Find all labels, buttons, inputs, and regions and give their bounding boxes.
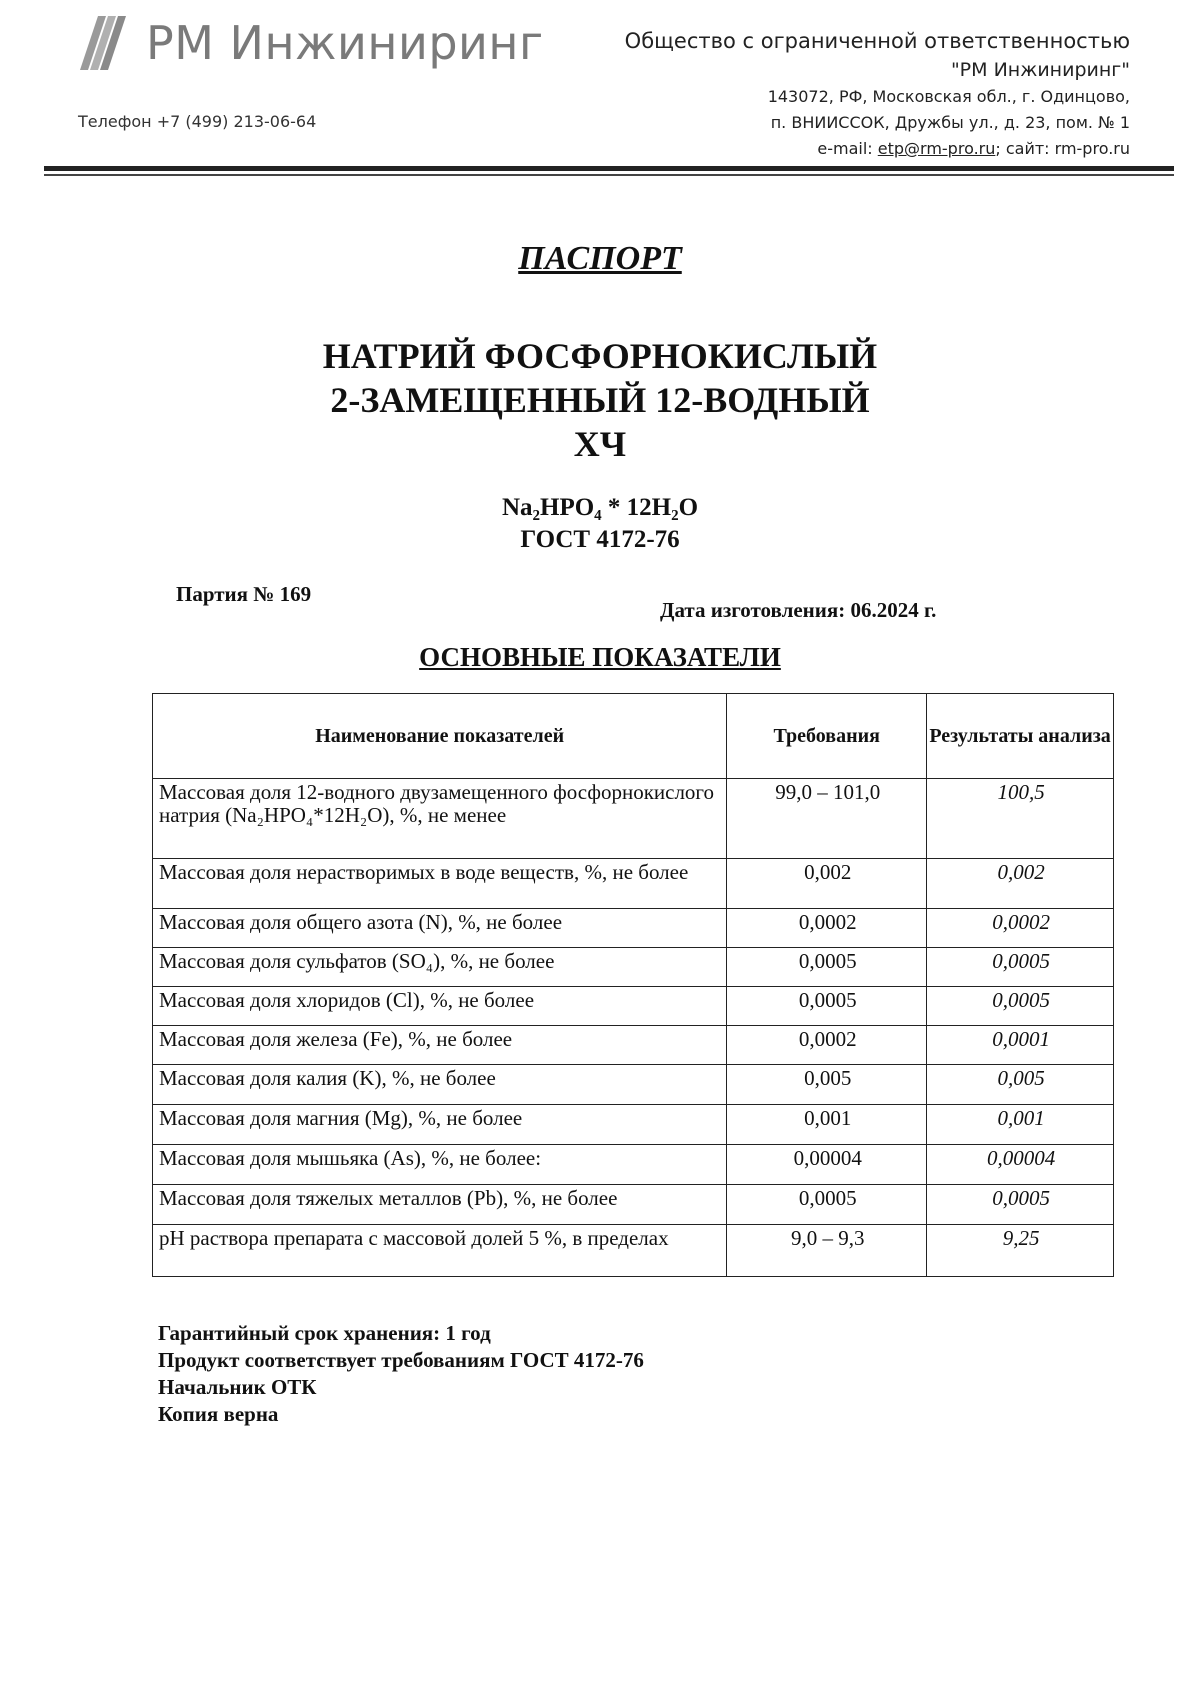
indicator-name: Массовая доля мышьяка (As), %, не более: — [153, 1145, 727, 1185]
indicator-name: Массовая доля железа (Fe), %, не более — [153, 1026, 727, 1065]
company-address-line1: 143072, РФ, Московская обл., г. Одинцово, — [767, 87, 1130, 106]
requirement-value: 0,0005 — [727, 1185, 927, 1225]
header-divider-thin — [44, 174, 1174, 176]
company-name: "РМ Инжиниринг" — [950, 59, 1130, 81]
table-row — [153, 1026, 1114, 1065]
indicator-name: Массовая доля хлоридов (Cl), %, не более — [153, 987, 727, 1026]
indicator-name: Массовая доля сульфатов (SO₄), %, не более — [153, 948, 727, 987]
qc-head: Начальник ОТК — [158, 1375, 317, 1399]
table-row — [153, 948, 1114, 987]
product-name — [0, 334, 1200, 466]
email-link[interactable]: etp@rm-pro.ru — [877, 139, 996, 158]
requirement-value: 0,005 — [727, 1065, 927, 1105]
result-value: 0,0001 — [927, 1026, 1114, 1065]
requirement-value: 99,0 – 101,0 — [727, 779, 927, 859]
company-contacts — [625, 136, 1130, 162]
result-value: 0,002 — [927, 859, 1114, 909]
indicator-name: Массовая доля калия (K), %, не более — [153, 1065, 727, 1105]
table-row — [153, 909, 1114, 948]
table-row — [153, 1225, 1114, 1277]
result-value: 0,0005 — [927, 987, 1114, 1026]
indicator-name: Массовая доля нерастворимых в воде веществ, %, не более — [153, 859, 727, 909]
logo-mark-icon — [78, 12, 140, 74]
company-address-line2: п. ВНИИССОК, Дружбы ул., д. 23, пом. № 1 — [770, 113, 1130, 132]
indicator-name: Массовая доля 12-водного двузамещенного фосфорнокислого натрия (Na₂HPO₄*12H₂O), %, не менее — [153, 779, 727, 859]
indicator-name: Массовая доля тяжелых металлов (Pb), %, не более — [153, 1185, 727, 1225]
product-grade: ХЧ — [573, 424, 627, 464]
table-row — [153, 1185, 1114, 1225]
indicator-name: Массовая доля общего азота (N), %, не более — [153, 909, 727, 948]
requirement-value: 0,0002 — [727, 1026, 927, 1065]
standard-ref: ГОСТ 4172-76 — [520, 526, 680, 553]
logo-text: РМ Инжиниринг — [146, 16, 544, 70]
table-row — [153, 1145, 1114, 1185]
requirement-value: 0,001 — [727, 1105, 927, 1145]
result-value: 0,0002 — [927, 909, 1114, 948]
chemical-formula: Na₂HPO₄ * 12H₂O — [501, 494, 699, 521]
result-value: 0,00004 — [927, 1145, 1114, 1185]
manufacture-date: Дата изготовления: 06.2024 г. — [660, 598, 937, 622]
formula-block — [0, 492, 1200, 556]
requirement-value: 0,0005 — [727, 948, 927, 987]
compliance-statement: Продукт соответствует требованиям ГОСТ 4172-76 — [158, 1348, 644, 1372]
copy-certified: Копия верна — [158, 1402, 279, 1426]
table-row — [153, 987, 1114, 1026]
document-footer — [158, 1320, 644, 1428]
company-phone: Телефон +7 (499) 213-06-64 — [78, 112, 317, 131]
header-results: Результаты анализа — [927, 694, 1114, 779]
result-value: 0,001 — [927, 1105, 1114, 1145]
header-divider — [44, 166, 1174, 171]
result-value: 0,0005 — [927, 1185, 1114, 1225]
product-name-line2: 2-ЗАМЕЩЕННЫЙ 12-ВОДНЫЙ — [330, 380, 870, 420]
indicator-name: pH раствора препарата с массовой долей 5 %, в пределах — [153, 1225, 727, 1277]
company-info — [625, 26, 1130, 162]
header-name: Наименование показателей — [153, 694, 727, 779]
site-text: ; сайт: rm-pro.ru — [995, 139, 1130, 158]
shelf-life: Гарантийный срок хранения: 1 год — [158, 1321, 491, 1345]
requirement-value: 0,0002 — [727, 909, 927, 948]
indicator-name: Массовая доля магния (Mg), %, не более — [153, 1105, 727, 1145]
table-row — [153, 779, 1114, 859]
document-type: ПАСПОРТ — [518, 240, 682, 277]
header-requirements: Требования — [727, 694, 927, 779]
table-row — [153, 859, 1114, 909]
product-name-line1: НАТРИЙ ФОСФОРНОКИСЛЫЙ — [322, 336, 878, 376]
company-logo — [78, 8, 544, 78]
result-value: 0,0005 — [927, 948, 1114, 987]
table-row — [153, 1065, 1114, 1105]
table-header-row — [153, 694, 1114, 779]
section-title: ОСНОВНЫЕ ПОКАЗАТЕЛИ — [419, 642, 781, 672]
result-value: 100,5 — [927, 779, 1114, 859]
table-row — [153, 1105, 1114, 1145]
batch-number: Партия № 169 — [176, 582, 312, 606]
email-label: e-mail: — [817, 139, 878, 158]
requirement-value: 0,0005 — [727, 987, 927, 1026]
result-value: 9,25 — [927, 1225, 1114, 1277]
requirement-value: 0,00004 — [727, 1145, 927, 1185]
requirement-value: 9,0 – 9,3 — [727, 1225, 927, 1277]
company-legal-form: Общество с ограниченной ответственностью — [624, 29, 1130, 53]
result-value: 0,005 — [927, 1065, 1114, 1105]
specification-table — [152, 693, 1114, 1277]
requirement-value: 0,002 — [727, 859, 927, 909]
